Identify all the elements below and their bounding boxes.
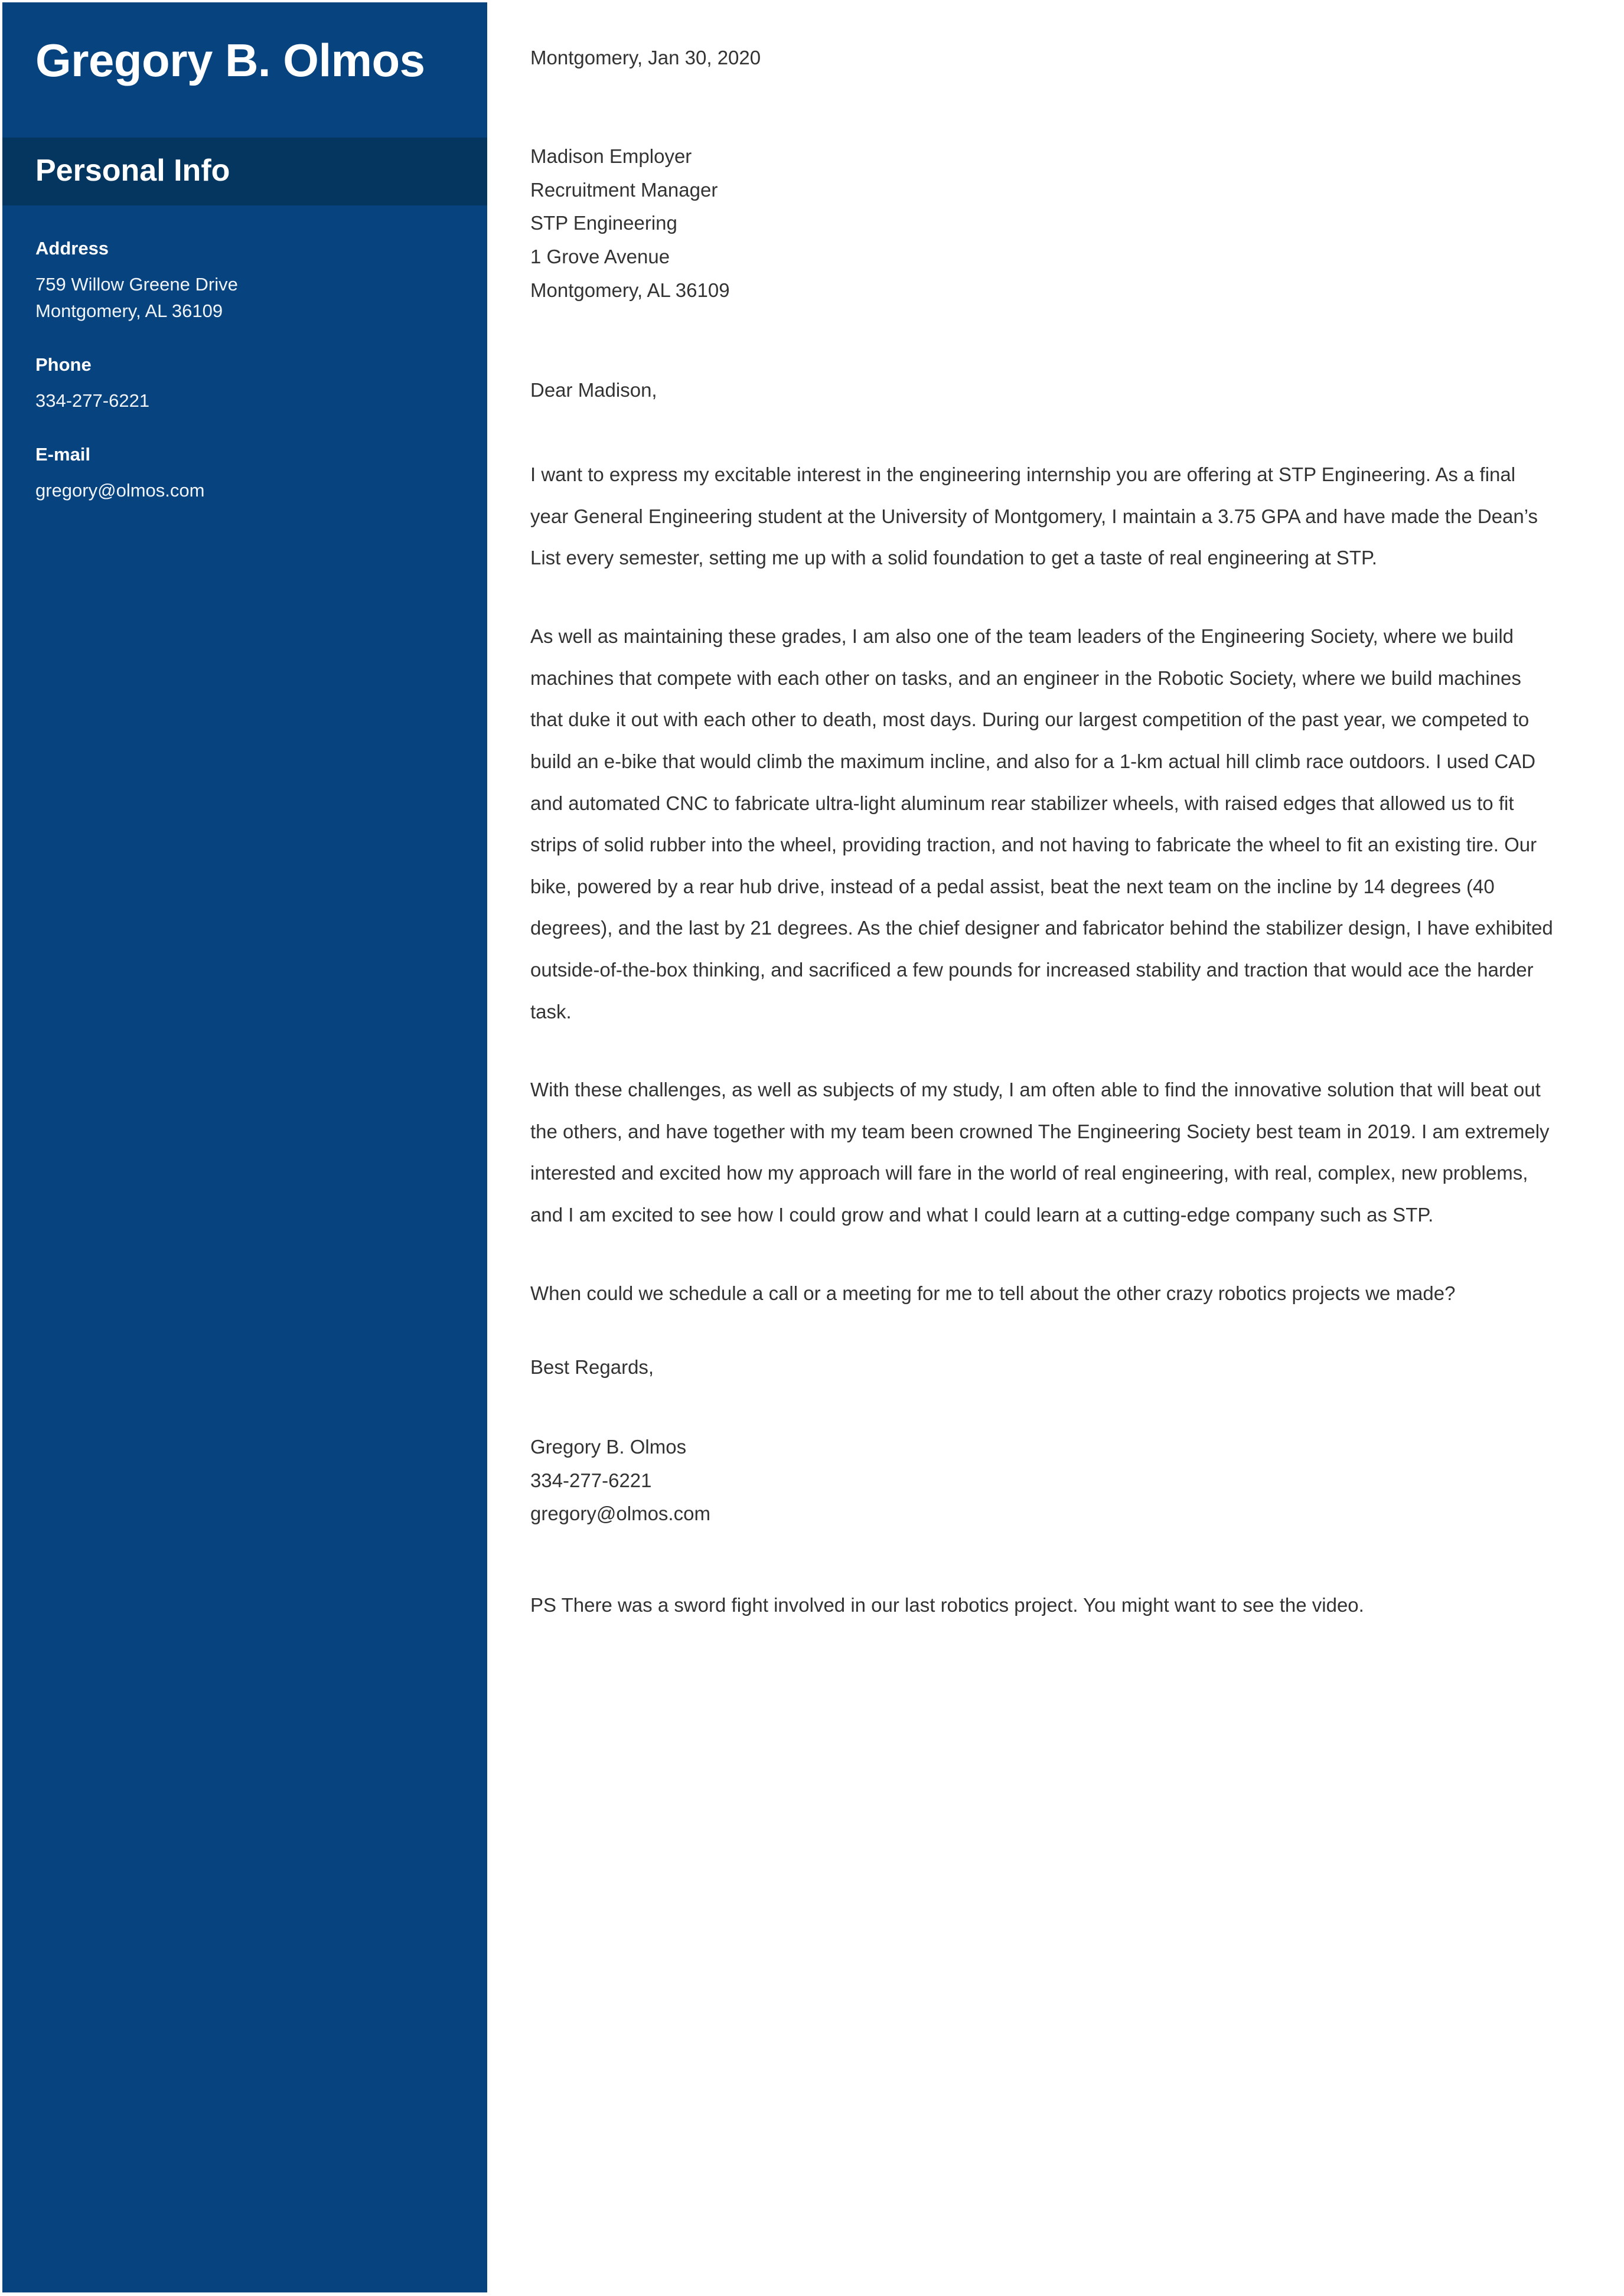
recipient-company: STP Engineering: [530, 212, 677, 234]
recipient-city-state-zip: Montgomery, AL 36109: [530, 279, 730, 301]
contact-list: [2, 205, 487, 504]
phone-value[interactable]: 334-277-6221: [35, 390, 150, 411]
signature-phone[interactable]: 334-277-6221: [530, 1469, 652, 1491]
contact-group-phone: [35, 354, 454, 414]
sidebar: [2, 2, 487, 2292]
recipient-street: 1 Grove Avenue: [530, 246, 670, 267]
letter-paragraph-3: With these challenges, as well as subjects of my study, I am often able to find the innovative solution that will beat out the others, and have together with my team been crowned The Engineering Society best team in 2019. I am extremely interested and excited how my approach will fare in the world of real engineering, with real, complex, new problems, and I am excited to see how I could grow and what I could learn at a cutting-edge company such as STP.: [530, 1079, 1550, 1226]
letter-paragraph-4: When could we schedule a call or a meeting for me to tell about the other crazy robotics projects we made?: [530, 1282, 1456, 1304]
personal-info-heading: Personal Info: [35, 153, 230, 188]
email-label: E-mail: [35, 444, 91, 465]
closing-salutation: Best Regards,: [530, 1356, 654, 1379]
letter-paragraph-2: As well as maintaining these grades, I am also one of the team leaders of the Engineering Society, where we build machines that compete with each other on tasks, and an engineer in the Robotic Society, where we build machines that duke it out with each other to death, most days. During our largest competition of the past year, we competed to build an e-bike that would climb the maximum incline, and also for a 1-km actual hill climb race outdoors. I used CAD and automated CNC to fabricate ultra-light aluminum rear stabilizer wheels, with raised edges that allowed us to fit strips of solid rubber into the wheel, providing traction, and not having to fabricate the wheel to fit an existing tire. Our bike, powered by a rear hub drive, instead of a pedal assist, beat the next team on the incline by 14 degrees (40 degrees), and the last by 21 degrees. As the chief designer and fabricator behind the stabilizer design, I have exhibited outside-of-the-box thinking, and sacrificed a few pounds for increased stability and traction that would ace the harder task.: [530, 625, 1553, 1023]
contact-group-email: [35, 443, 454, 504]
letter-body: [487, 2, 1624, 2292]
applicant-name: Gregory B. Olmos: [35, 34, 425, 86]
contact-group-address: [35, 237, 454, 324]
signature-email[interactable]: gregory@olmos.com: [530, 1503, 710, 1525]
salutation: Dear Madison,: [530, 378, 657, 401]
letter-paragraph-1: I want to express my excitable interest in the engineering internship you are offering at STP Engineering. As a final year General Engineering student at the University of Montgomery, I maintain a 3.75 GPA and have made the Dean’s List every semester, setting me up with a solid foundation to get a taste of real engineering at STP.: [530, 463, 1538, 569]
address-line-2: Montgomery, AL 36109: [35, 301, 223, 322]
address-label: Address: [35, 238, 109, 259]
phone-label: Phone: [35, 354, 92, 375]
postscript: PS There was a sword fight involved in our last robotics project. You might want to see the video.: [530, 1594, 1364, 1616]
recipient-name: Madison Employer: [530, 145, 692, 167]
signature-name: Gregory B. Olmos: [530, 1435, 687, 1458]
letter-date: Montgomery, Jan 30, 2020: [530, 47, 761, 68]
recipient-address-block: [530, 140, 1553, 308]
signature-block: [530, 1430, 1553, 1531]
recipient-title: Recruitment Manager: [530, 178, 718, 201]
personal-info-band: [2, 138, 487, 205]
email-value[interactable]: gregory@olmos.com: [35, 480, 205, 501]
address-line-1: 759 Willow Greene Drive: [35, 273, 238, 295]
